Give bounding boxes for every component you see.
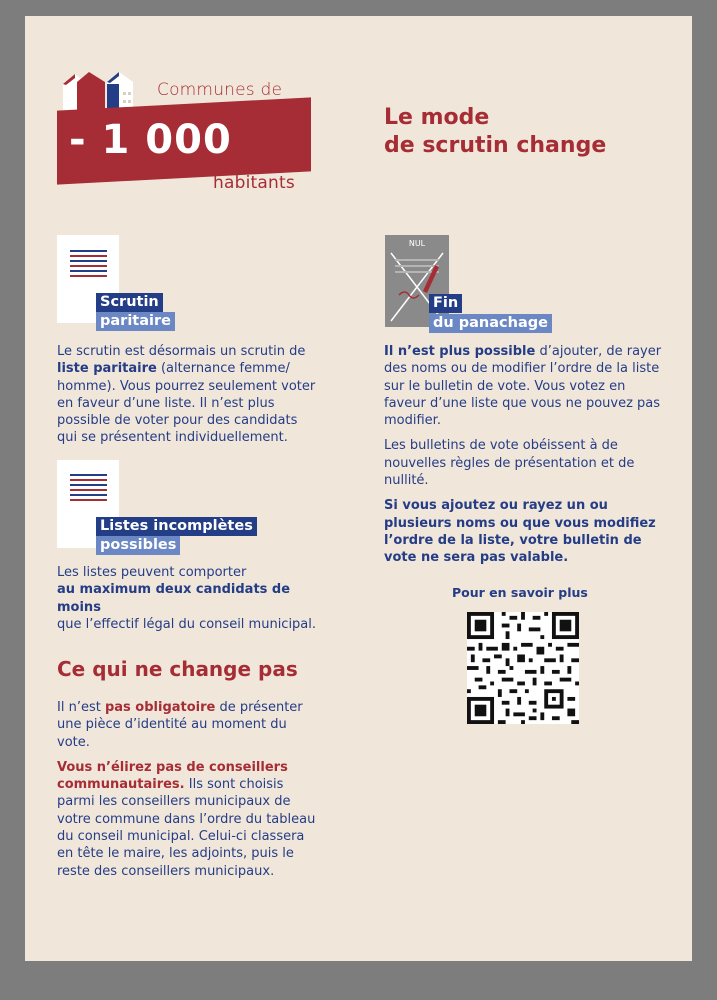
listes-incompletes-text: [57, 564, 337, 633]
scrutin-tag-line-2: paritaire: [96, 312, 175, 331]
page-title: [384, 104, 606, 160]
panachage-paragraph-1: [384, 343, 666, 429]
scrutin-text-end: (alternance femme/ homme). Vous pourrez seulement voter en faveur d’une liste. Il n’est plus possible de voter pour des candidats qui se présentent individuellement.: [57, 361, 316, 446]
scrutin-text-start: Le scrutin est désormais un scrutin de: [57, 344, 306, 359]
unchanged-p1-start: Il n’est: [57, 700, 105, 715]
panachage-paragraph-2: Les bulletins de vote obéissent à de nouvelles règles de présentation et de nullité.: [384, 438, 635, 489]
unchanged-paragraph-2: [57, 759, 319, 880]
title-line-1: Le mode: [384, 105, 490, 130]
more-info-label: Pour en savoir plus: [452, 585, 588, 600]
panachage-p1-rest: d’ajouter, de rayer des noms ou de modifier l’ordre de la liste sur le bulletin de vote. Vous votez en faveur d’une liste que vous ne pouvez pas modifier.: [384, 344, 662, 429]
panachage-p1-bold: Il n’est plus possible: [384, 344, 536, 359]
communes-label-bottom: habitants: [213, 173, 295, 193]
unchanged-paragraph-1: [57, 699, 319, 751]
listes-text-start: Les listes peuvent comporter: [57, 565, 247, 580]
unchanged-p2-rest: Ils sont choisis parmi les conseillers municipaux de votre commune dans l’ordre du tableau du conseil municipal. Celui-ci classera en tête le maire, les adjoints, puis le reste des conseillers municipaux.: [57, 777, 316, 879]
unchanged-p1-bold: pas obligatoire: [104, 700, 216, 715]
scrutin-text-bold: liste paritaire: [57, 361, 157, 377]
unchanged-p2-bold: Vous n’élirez pas de conseillers communautaires.: [57, 759, 288, 793]
scrutin-tag-line-1: Scrutin: [96, 293, 163, 312]
nul-label: NUL: [408, 239, 426, 248]
listes-text-end: que l’effectif légal du conseil municipal.: [57, 616, 317, 632]
fin-panachage-text: [384, 343, 666, 575]
listes-text-bold: au maximum deux candidats de moins: [57, 582, 291, 615]
communes-label-top: Communes de: [157, 80, 283, 100]
qr-code-icon[interactable]: [467, 612, 579, 724]
title-line-2: de scrutin change: [384, 133, 607, 158]
unchanged-p1-end: de présenter une pièce d’identité au moment du vote.: [57, 700, 303, 750]
section-title-ce-qui-ne-change-pas: Ce qui ne change pas: [57, 657, 298, 681]
panachage-tag-line-2: du panachage: [429, 314, 552, 333]
listes-tag-line-1: Listes incomplètes: [96, 517, 257, 536]
flyer-page: [25, 16, 692, 961]
panachage-paragraph-3: Si vous ajoutez ou rayez un ou plusieurs noms ou que vous modifiez l’ordre de la liste, votre bulletin de vote ne sera pas valable.: [384, 498, 656, 566]
listes-tag-line-2: possibles: [96, 536, 180, 555]
population-number: - 1 000: [69, 117, 232, 163]
panachage-tag-line-1: Fin: [429, 294, 462, 313]
ce-qui-ne-change-pas-text: [57, 699, 319, 888]
scrutin-paritaire-text: [57, 343, 319, 447]
